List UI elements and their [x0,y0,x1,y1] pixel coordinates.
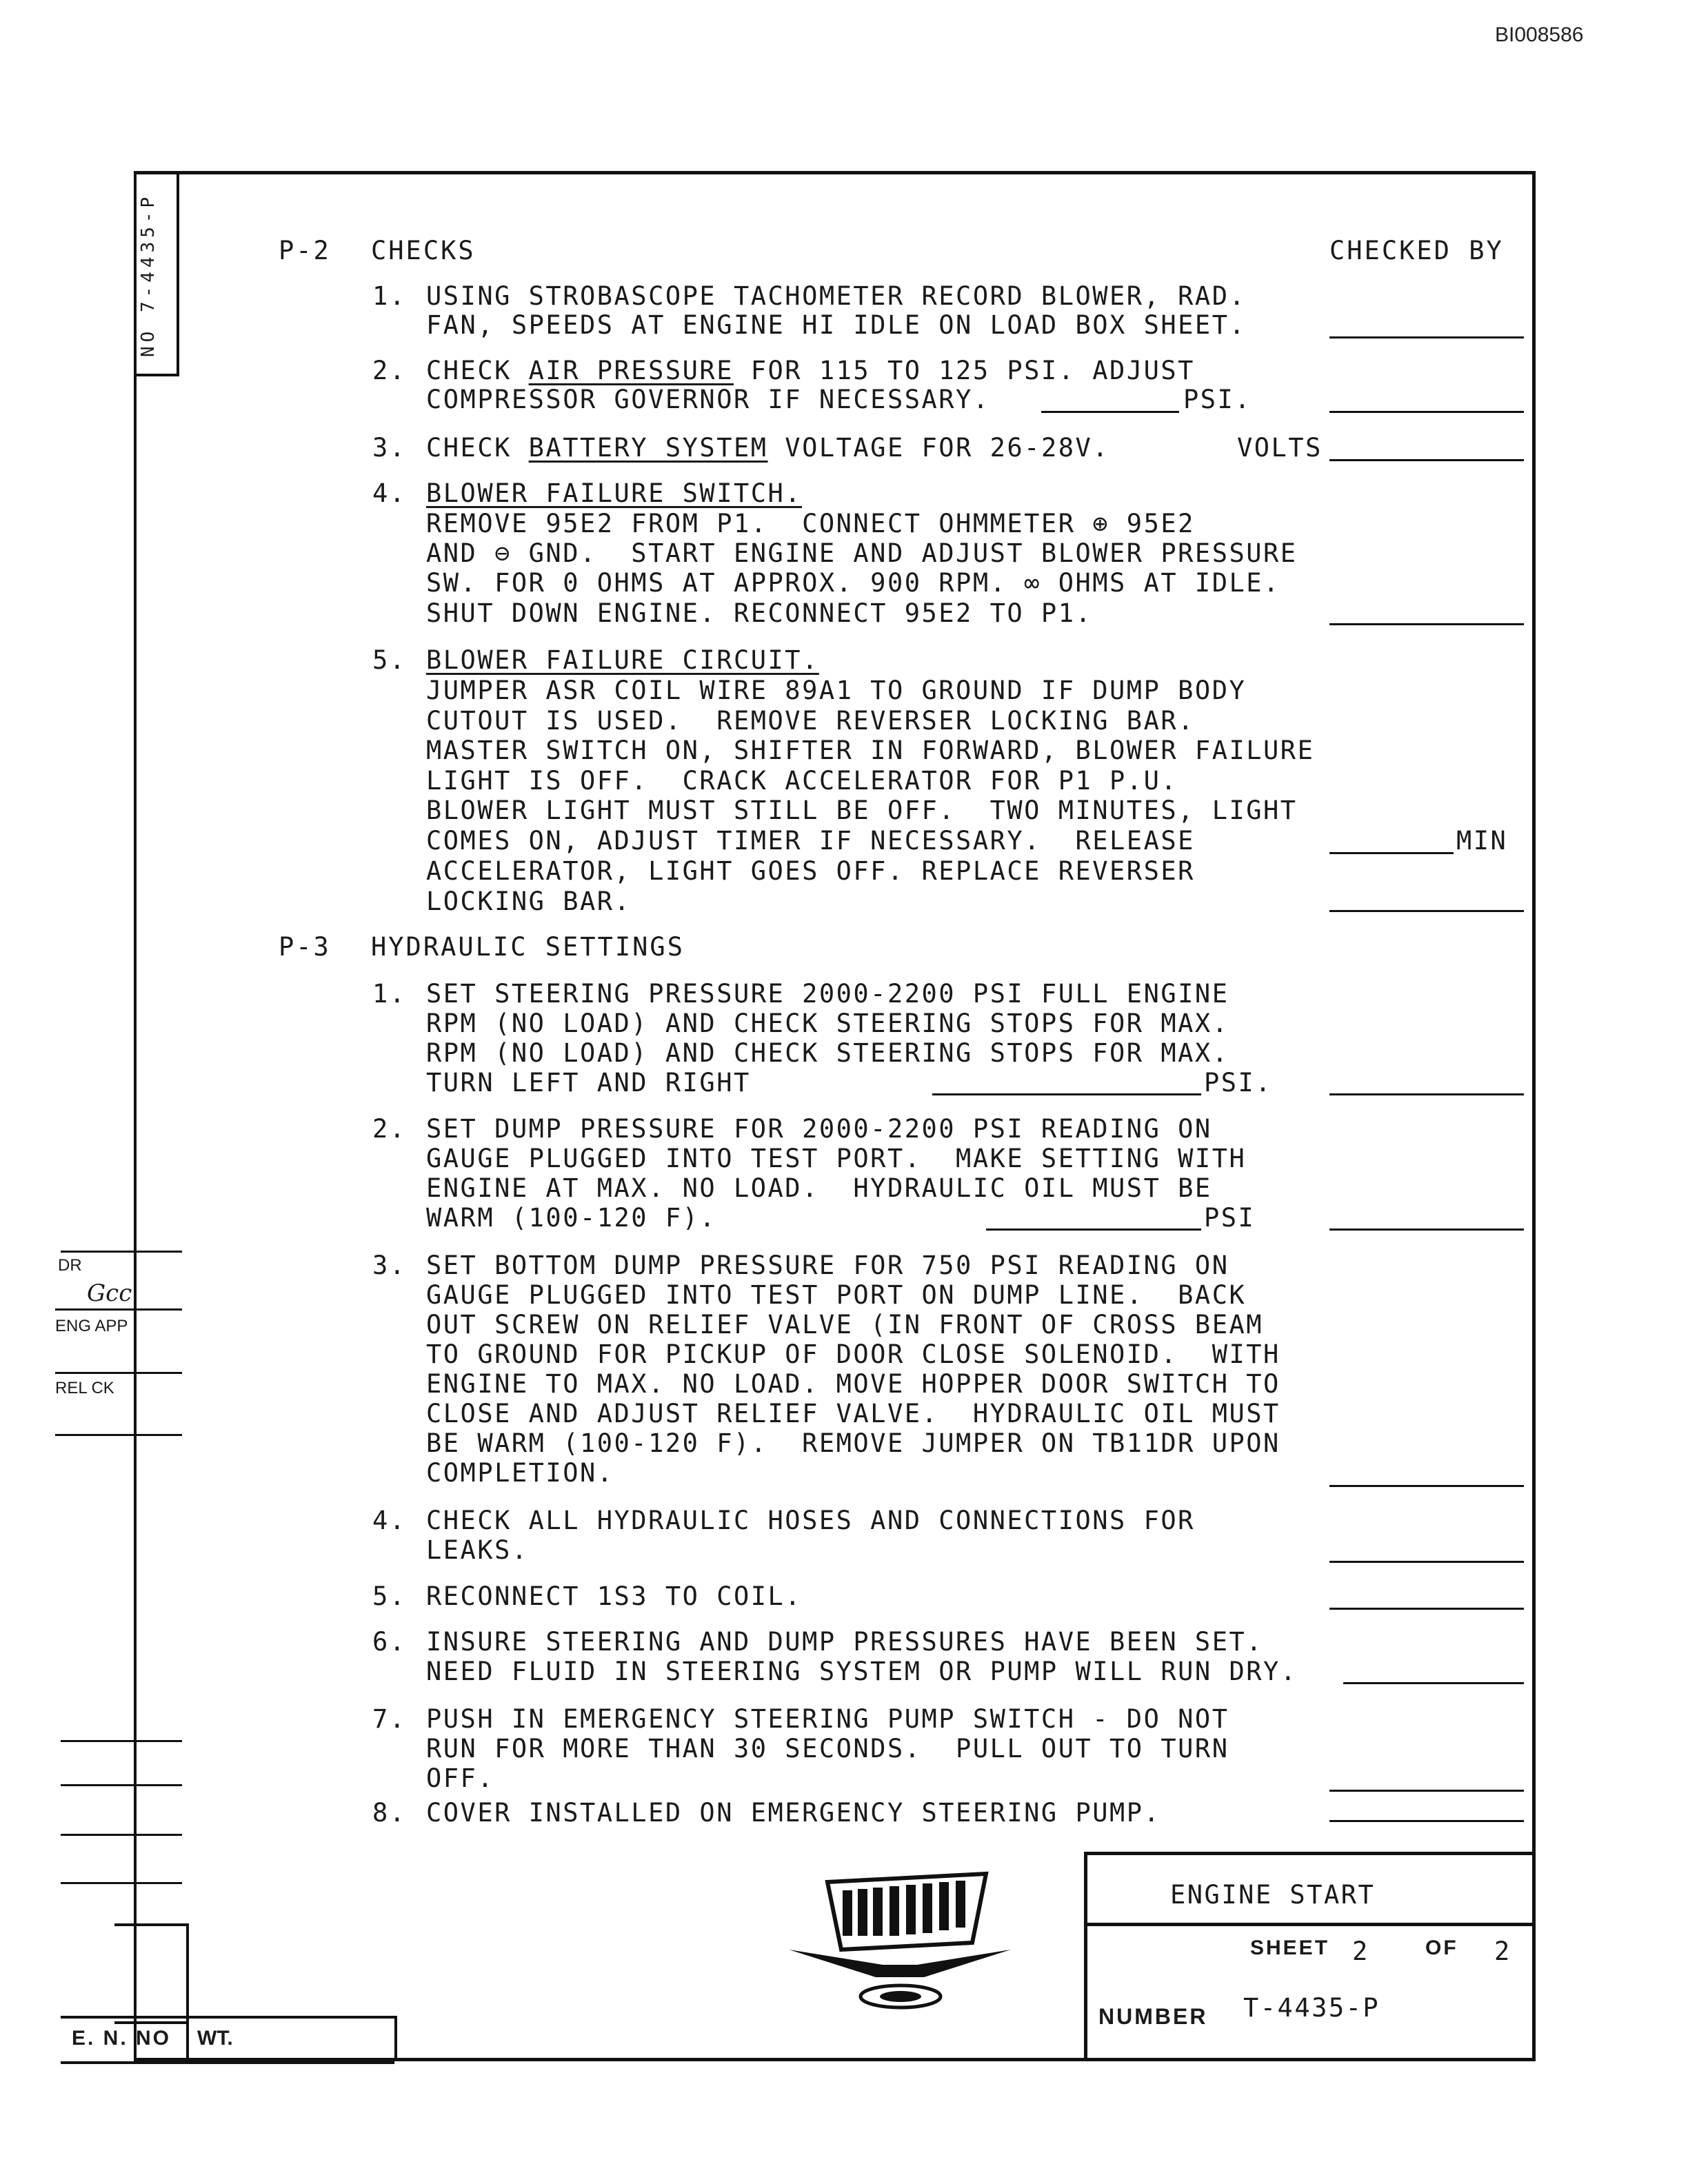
p3-item1-line1: SET STEERING PRESSURE 2000-2200 PSI FULL ENGINE [426,979,1229,1009]
p3-item4-line2: LEAKS. [426,1535,529,1565]
eno-label: E. N. NO [72,2027,172,2050]
p2-item4-line4: SHUT DOWN ENGINE. RECONNECT 95E2 TO P1. [426,598,1093,628]
p2-item3-unit: VOLTS [1237,433,1323,463]
checkoff-line [1329,1790,1524,1792]
entry-line [986,1228,1201,1231]
section-p3-title: HYDRAULIC SETTINGS [371,932,685,962]
p3-item1-line2: RPM (NO LOAD) AND CHECK STEERING STOPS FOR MAX. [426,1009,1229,1038]
entry-line [1329,852,1454,854]
unit-rig-logo [779,1861,1021,2027]
p3-item3-num: 3. [372,1251,407,1280]
p2-item5-unit: MIN [1456,826,1508,856]
p3-item1-num: 1. [372,979,407,1009]
p2-item2-num: 2. [372,356,407,385]
underlined-phrase: AIR PRESSURE [528,356,734,385]
checkoff-line [1329,1820,1524,1822]
p3-item7-num: 7. [372,1704,407,1734]
p3-item8-line1: COVER INSTALLED ON EMERGENCY STEERING PUMP. [426,1798,1161,1828]
rel-ck-label: REL CK [55,1379,114,1397]
p2-item2-unit: PSI. [1183,385,1252,414]
p3-item7-line3: OFF. [426,1763,495,1793]
number-label: NUMBER [1098,2004,1208,2029]
checkoff-line [1329,1608,1524,1610]
title-row [1087,1855,1536,1926]
p3-item1-line4: TURN LEFT AND RIGHT [426,1068,751,1098]
p2-item4-line3: SW. FOR 0 OHMS AT APPROX. 900 RPM. ∞ OHMS AT IDLE. [426,568,1280,598]
p2-item5-line4: LIGHT IS OFF. CRACK ACCELERATOR FOR P1 P.U. [426,766,1178,796]
p3-item2-num: 2. [372,1114,407,1144]
eng-app-label: ENG APP [55,1317,128,1335]
side-rule [61,1740,182,1742]
p3-item3-line6: CLOSE AND ADJUST RELIEF VALVE. HYDRAULIC OIL MUST [426,1399,1280,1428]
p3-item7-line2: RUN FOR MORE THAN 30 SECONDS. PULL OUT TO TURN [426,1734,1229,1763]
p2-item1-num: 1. [372,281,407,311]
p3-item1-unit: PSI. [1204,1068,1273,1098]
p2-item5-line1: JUMPER ASR COIL WIRE 89A1 TO GROUND IF DUMP BODY [426,676,1247,705]
p3-item4-line1: CHECK ALL HYDRAULIC HOSES AND CONNECTIONS FOR [426,1506,1195,1535]
p3-item2-unit: PSI [1204,1203,1256,1233]
checkoff-line [1343,1682,1524,1684]
entry-line [932,1093,1201,1095]
dr-label: DR [58,1256,82,1275]
p2-item5-num: 5. [372,645,407,675]
p3-item2-line3: ENGINE AT MAX. NO LOAD. HYDRAULIC OIL MUST BE [426,1173,1212,1203]
checkoff-line [1329,623,1524,625]
p2-item5-line6: COMES ON, ADJUST TIMER IF NECESSARY. RELEASE [426,826,1195,856]
sheet-total: 2 [1494,1937,1511,1966]
sheet-number: 2 [1352,1937,1369,1966]
p2-item1-line1: USING STROBASCOPE TACHOMETER RECORD BLOWER, RAD. [426,281,1247,311]
checked-by-header: CHECKED BY [1329,236,1504,265]
title-block [1084,1852,1536,2058]
checkoff-line [1329,336,1524,338]
p2-item4-num: 4. [372,478,407,508]
p2-item4-line1: REMOVE 95E2 FROM P1. CONNECT OHMMETER ⊕ 95E2 [426,509,1195,538]
checkoff-line [1329,459,1524,461]
p2-item2-line1: CHECK AIR PRESSURE FOR 115 TO 125 PSI. ADJUST [426,356,1195,385]
p3-item3-line5: ENGINE TO MAX. NO LOAD. MOVE HOPPER DOOR SWITCH TO [426,1369,1280,1399]
of-label: OF [1425,1937,1458,1959]
p3-item3-line2: GAUGE PLUGGED INTO TEST PORT ON DUMP LINE. BACK [426,1280,1247,1310]
document-id: BI008586 [1495,23,1584,46]
p3-item3-line4: TO GROUND FOR PICKUP OF DOOR CLOSE SOLENOID. WITH [426,1339,1280,1369]
side-rule [55,1372,182,1374]
wt-divider [394,2016,397,2061]
p3-item2-line2: GAUGE PLUGGED INTO TEST PORT. MAKE SETTING WITH [426,1144,1247,1173]
checkoff-line [1329,411,1524,413]
side-rule [55,1434,182,1436]
p2-item4-line2: AND ⊖ GND. START ENGINE AND ADJUST BLOWER PRESSURE [426,538,1298,568]
checkoff-line [1329,1561,1524,1563]
side-rule [61,1251,182,1253]
p3-item5-line1: RECONNECT 1S3 TO COIL. [426,1581,803,1611]
left-margin-label: NO 7-4435-P [138,192,159,357]
side-rule [55,1308,182,1311]
section-p3-code: P-3 [279,932,331,962]
dr-initials: Gcc [87,1280,132,1307]
p2-item1-line2: FAN, SPEEDS AT ENGINE HI IDLE ON LOAD BOX SHEET. [426,310,1247,340]
p2-item5-line7: ACCELERATOR, LIGHT GOES OFF. REPLACE REVERSER [426,856,1195,886]
p2-item2-line2: COMPRESSOR GOVERNOR IF NECESSARY. [426,385,990,414]
side-rule [61,1882,182,1884]
entry-line [1041,411,1179,413]
p2-item5-line8: LOCKING BAR. [426,887,632,916]
eno-divider [186,2016,189,2061]
p3-item2-line4: WARM (100-120 F). [426,1203,717,1233]
p3-item6-line2: NEED FLUID IN STEERING SYSTEM OR PUMP WILL RUN DRY. [426,1657,1298,1686]
checkoff-line [1329,1485,1524,1487]
p3-item3-line1: SET BOTTOM DUMP PRESSURE FOR 750 PSI READING ON [426,1251,1229,1280]
p2-item3-num: 3. [372,433,407,463]
p2-item5-heading: BLOWER FAILURE CIRCUIT. [426,645,819,675]
p2-item4-heading: BLOWER FAILURE SWITCH. [426,478,803,508]
section-p2-title: CHECKS [371,236,476,265]
p2-item5-line2: CUTOUT IS USED. REMOVE REVERSER LOCKING BAR. [426,706,1195,736]
left-margin-box [134,171,179,376]
p3-item5-num: 5. [372,1581,407,1611]
p2-item3-line1: CHECK BATTERY SYSTEM VOLTAGE FOR 26-28V. [426,433,1110,463]
p3-item6-num: 6. [372,1627,407,1657]
p3-item4-num: 4. [372,1506,407,1535]
side-rule [61,1834,182,1836]
p3-item3-line3: OUT SCREW ON RELIEF VALVE (IN FRONT OF CROSS BEAM [426,1310,1264,1339]
checkoff-line [1329,910,1524,912]
p3-item1-line3: RPM (NO LOAD) AND CHECK STEERING STOPS FOR MAX. [426,1038,1229,1068]
p3-item6-line1: INSURE STEERING AND DUMP PRESSURES HAVE BEEN SET. [426,1627,1264,1657]
p3-item3-line7: BE WARM (100-120 F). REMOVE JUMPER ON TB11DR UPON [426,1428,1280,1458]
p2-item5-line5: BLOWER LIGHT MUST STILL BE OFF. TWO MINUTES, LIGHT [426,796,1298,825]
p3-item3-line8: COMPLETION. [426,1458,614,1488]
title-block-title: ENGINE START [1170,1880,1376,1910]
p3-item7-line1: PUSH IN EMERGENCY STEERING PUMP SWITCH - DO NOT [426,1704,1229,1734]
p3-item8-num: 8. [372,1798,407,1828]
side-box [114,1923,189,2024]
checkoff-line [1329,1093,1524,1095]
drawing-number: T-4435-P [1243,1993,1380,2023]
wt-label: WT. [197,2027,233,2050]
checkoff-line [1329,1228,1524,1231]
side-rule [61,1784,182,1786]
p3-item2-line1: SET DUMP PRESSURE FOR 2000-2200 PSI READING ON [426,1114,1212,1144]
underlined-phrase: BATTERY SYSTEM [528,433,768,463]
sheet-label: SHEET [1250,1937,1330,1959]
p2-item5-line3: MASTER SWITCH ON, SHIFTER IN FORWARD, BLOWER FAILURE [426,736,1315,765]
section-p2-code: P-2 [279,236,331,265]
